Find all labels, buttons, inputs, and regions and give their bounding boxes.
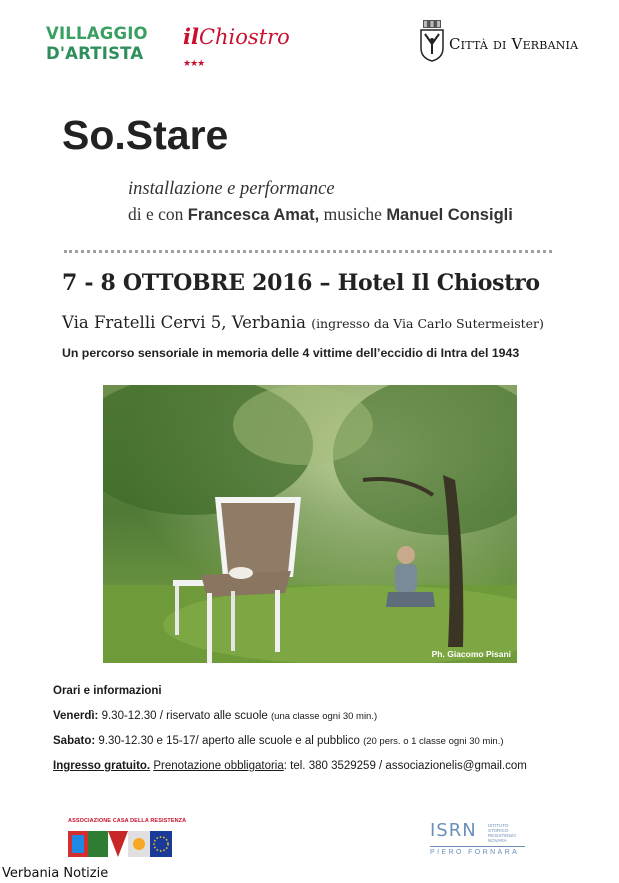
event-tagline: Un percorso sensoriale in memoria delle 4 vittime dell’eccidio di Intra del 1943: [62, 346, 520, 360]
event-title: So.Stare: [62, 112, 229, 158]
isrn-logo: [430, 820, 530, 864]
isrn-small-line: ISTITUTO: [488, 823, 509, 828]
isrn-small-line: STORICO: [488, 828, 509, 833]
isrn-small-line: RESISTENZA: [488, 833, 517, 838]
address-note: (ingresso da Via Carlo Sutermeister): [311, 316, 544, 331]
artist-name: Francesca Amat,: [187, 206, 320, 224]
chiostro-stars: ★★★: [183, 58, 205, 68]
music-prefix: musiche: [319, 204, 387, 224]
assoc-flags-icon: [68, 827, 172, 863]
assoc-caption: ASSOCIAZIONE CASA DELLA RESISTENZA: [68, 818, 187, 824]
sabato-note: (20 pers. o 1 classe ogni 30 min.): [363, 736, 504, 747]
il-chiostro-logo: [183, 24, 290, 70]
isrn-name: PIERO FORNARA: [430, 849, 520, 856]
info-ingresso: [53, 760, 527, 772]
villaggio-dartista-logo: [46, 24, 174, 64]
photo-credit: Ph. Giacomo Pisani: [431, 649, 511, 659]
event-address: [62, 313, 544, 332]
isrn-small-line: NOVARA: [488, 838, 507, 843]
ingresso-gratuito: Ingresso gratuito.: [53, 760, 151, 772]
dotted-divider: [64, 250, 552, 253]
isrn-letters: ISRN: [430, 820, 477, 841]
composer-name: Manuel Consigli: [386, 206, 513, 224]
venerdi-text: 9.30-12.30 / riservato alle scuole: [98, 710, 271, 722]
venerdi-note: (una classe ogni 30 min.): [271, 711, 378, 722]
event-subtitle: installazione e performance: [128, 179, 335, 199]
sabato-label: Sabato:: [53, 735, 96, 747]
info-venerdi: [53, 710, 377, 722]
venerdi-label: Venerdì:: [53, 710, 99, 722]
event-photo: [103, 385, 517, 663]
isrn-rule: [430, 846, 525, 847]
associazione-casa-resistenza-logo: [68, 818, 187, 864]
isrn-small-text: [488, 823, 516, 843]
contact-info: : tel. 380 3529259 / associazionelis@gmail.com: [283, 760, 527, 772]
sabato-text: 9.30-12.30 e 15-17/ aperto alle scuole e al pubblico: [95, 735, 364, 747]
info-heading: Orari e informazioni: [53, 685, 162, 697]
info-sabato: [53, 735, 504, 747]
prenotazione-obbligatoria: Prenotazione obbligatoria: [153, 760, 284, 772]
chiostro-logo-name: Chiostro: [198, 25, 290, 49]
villaggio-logo-line2: D'ARTISTA: [46, 44, 144, 63]
verbania-crest-icon: [419, 20, 445, 62]
villaggio-logo-line1: VILLAGGIO: [46, 24, 148, 43]
citta-di-verbania-logo: Città di Verbania: [449, 35, 579, 53]
address-street: Via Fratelli Cervi 5, Verbania: [62, 313, 312, 332]
event-dates: 7 - 8 OTTOBRE 2016 – Hotel Il Chiostro: [62, 270, 540, 296]
byline-prefix: di e con: [128, 204, 188, 224]
photo-chair-in-garden: [103, 385, 517, 663]
chiostro-logo-il: il: [183, 24, 199, 49]
event-byline: [128, 204, 513, 225]
watermark-text: Verbania Notizie: [2, 866, 109, 881]
